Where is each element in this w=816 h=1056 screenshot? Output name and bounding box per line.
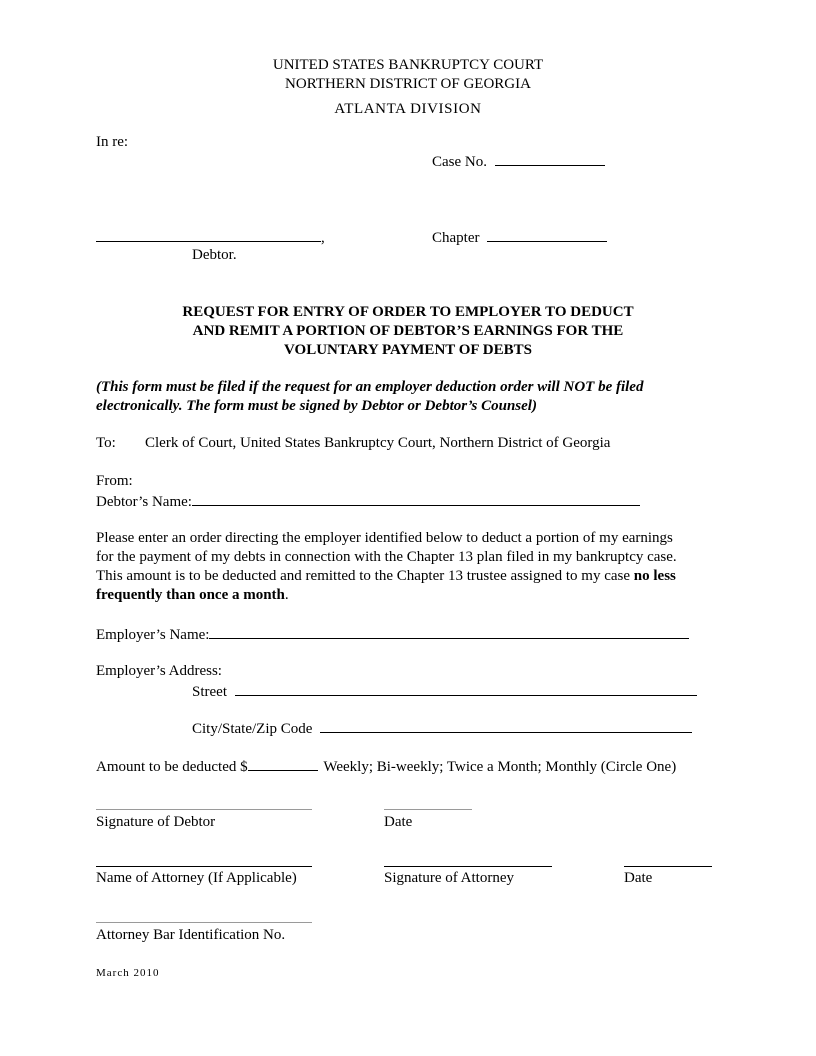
court-name: UNITED STATES BANKRUPTCY COURT <box>272 57 544 73</box>
debtor-name-blank[interactable] <box>192 491 640 506</box>
body-line-4 <box>96 586 289 605</box>
date-label-2: Date <box>624 870 653 886</box>
street-label: Street <box>192 684 227 700</box>
body-line-4-bold: frequently than once a month <box>96 587 285 603</box>
chapter-blank[interactable] <box>487 227 607 242</box>
case-no-label: Case No. <box>432 154 487 170</box>
division-name: ATLANTA DIVISION <box>334 101 482 117</box>
revision-date: March 2010 <box>96 967 160 979</box>
debtor-name-label: Debtor’s Name: <box>96 494 192 510</box>
body-line-4-period: . <box>284 587 289 603</box>
debtor-caption-field[interactable] <box>96 227 325 248</box>
form-title-line-1: REQUEST FOR ENTRY OF ORDER TO EMPLOYER TO DEDUCT <box>182 304 634 320</box>
form-title-line-2: AND REMIT A PORTION OF DEBTOR’S EARNINGS FOR THE <box>192 323 624 339</box>
attorney-bar-id-label: Attorney Bar Identification No. <box>96 927 286 943</box>
form-title-line-3: VOLUNTARY PAYMENT OF DEBTS <box>284 342 532 358</box>
employer-address-label: Employer’s Address: <box>96 663 222 679</box>
amount-field[interactable] <box>96 756 676 777</box>
instruction-line-1: (This form must be filed if the request for an employer deduction order will NOT be filed <box>96 379 644 395</box>
case-no-field[interactable] <box>432 151 605 172</box>
case-no-blank[interactable] <box>495 151 605 166</box>
chapter-label: Chapter <box>432 230 480 246</box>
body-line-2: for the payment of my debts in connection with the Chapter 13 plan filed in my bankruptcy case. <box>96 549 677 565</box>
frequency-options: Weekly; Bi-weekly; Twice a Month; Monthly (Circle One) <box>323 759 677 775</box>
attorney-date-line[interactable] <box>624 866 712 867</box>
street-blank[interactable] <box>235 681 697 696</box>
street-field[interactable] <box>192 681 697 702</box>
employer-name-blank[interactable] <box>209 624 689 639</box>
employer-name-field[interactable] <box>96 624 689 645</box>
to-label: To: <box>96 435 116 451</box>
amount-blank[interactable] <box>248 756 318 771</box>
debtor-label: Debtor. <box>192 247 237 263</box>
signature-of-attorney-label: Signature of Attorney <box>384 870 514 886</box>
to-value: Clerk of Court, United States Bankruptcy Court, Northern District of Georgia <box>145 435 611 451</box>
amount-label: Amount to be deducted $ <box>96 759 248 775</box>
body-line-3-bold: no less <box>633 568 676 584</box>
attorney-name-line[interactable] <box>96 866 312 867</box>
name-of-attorney-label: Name of Attorney (If Applicable) <box>96 870 297 886</box>
city-state-zip-label: City/State/Zip Code <box>192 721 313 737</box>
city-state-zip-blank[interactable] <box>320 718 692 733</box>
signature-of-debtor-label: Signature of Debtor <box>96 814 216 830</box>
attorney-signature-line[interactable] <box>384 866 552 867</box>
debtor-caption-blank[interactable] <box>96 227 321 242</box>
from-label: From: <box>96 473 133 489</box>
in-re-label: In re: <box>96 134 129 150</box>
employer-name-label: Employer’s Name: <box>96 627 210 643</box>
body-line-1: Please enter an order directing the employer identified below to deduct a portion of my earnings <box>96 530 673 546</box>
debtor-date-line[interactable] <box>384 809 472 810</box>
debtor-signature-line[interactable] <box>96 809 312 810</box>
city-state-zip-field[interactable] <box>192 718 692 739</box>
attorney-bar-id-line[interactable] <box>96 922 312 923</box>
body-line-3-text: This amount is to be deducted and remitted to the Chapter 13 trustee assigned to my case <box>96 568 634 584</box>
caption-comma: , <box>321 230 325 246</box>
body-line-3 <box>96 567 676 586</box>
chapter-field[interactable] <box>432 227 607 248</box>
district-name: NORTHERN DISTRICT OF GEORGIA <box>285 76 531 92</box>
instruction-line-2: electronically. The form must be signed by Debtor or Debtor’s Counsel) <box>96 398 537 414</box>
date-label-1: Date <box>384 814 413 830</box>
debtor-name-field[interactable] <box>96 491 640 512</box>
